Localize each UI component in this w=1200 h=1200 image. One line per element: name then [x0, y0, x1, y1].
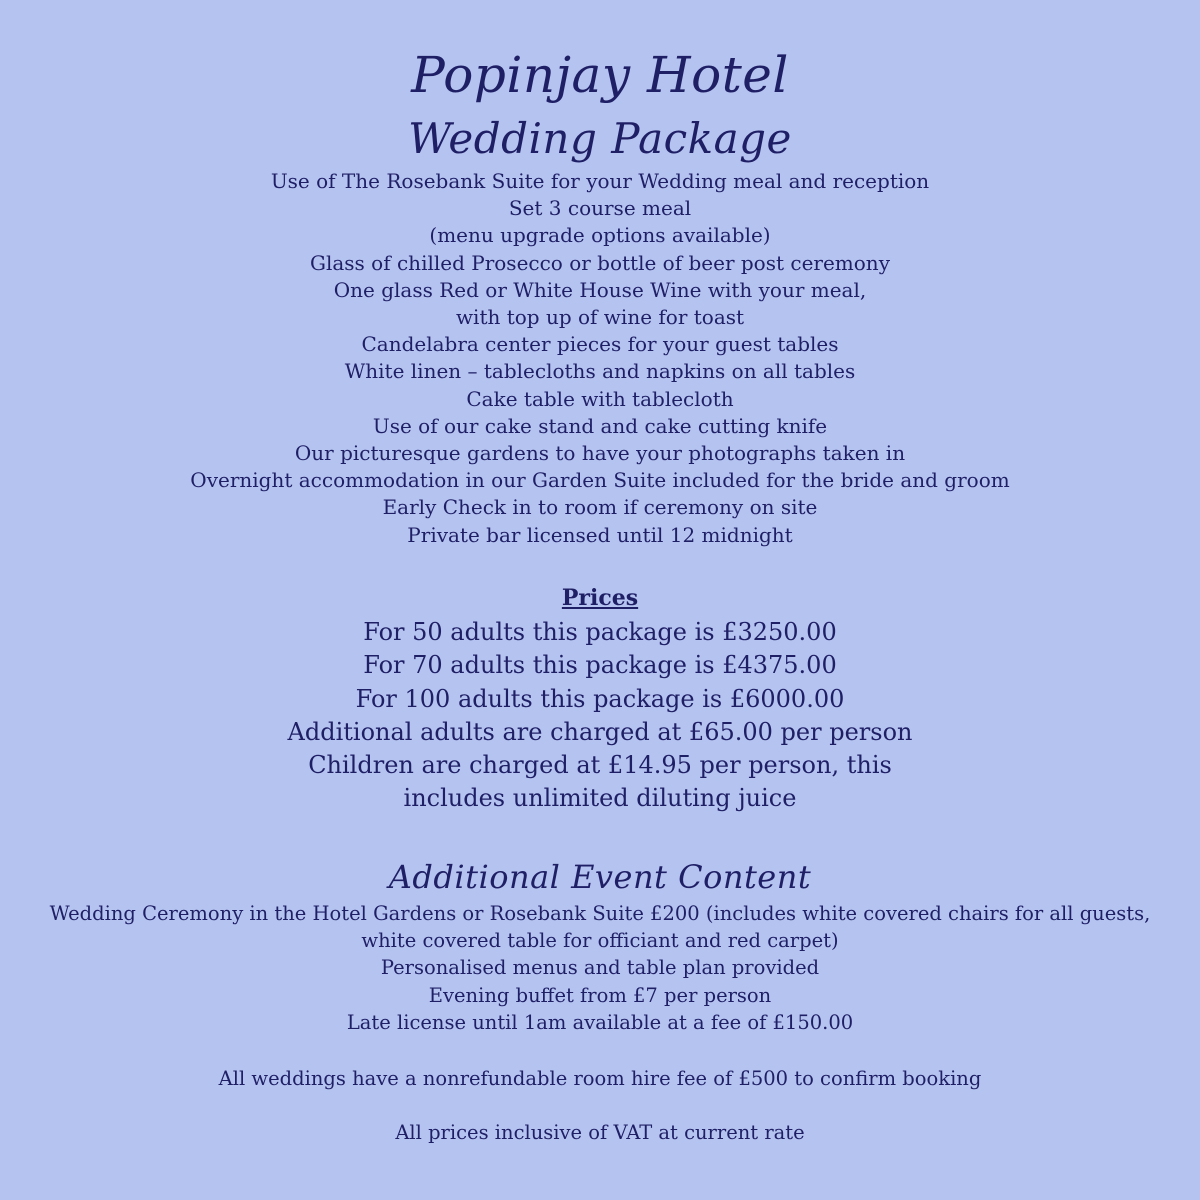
prices-list — [0, 616, 1200, 816]
additional-item: Personalised menus and table plan provided — [380, 956, 820, 980]
additional-item: Wedding Ceremony in the Hotel Gardens or Rosebank Suite £200 (includes white covered chairs for all guests, — [49, 902, 1151, 925]
price-line: For 100 adults this package is £6000.00 — [355, 684, 845, 713]
list-item: (menu upgrade options available) — [429, 223, 771, 248]
additional-content-heading: Additional Event Content — [388, 858, 812, 896]
vat-note: All prices inclusive of VAT at current rate — [395, 1121, 805, 1144]
additional-item: white covered table for officiant and red carpet) — [361, 929, 839, 953]
package-inclusions-list — [0, 168, 1200, 549]
list-item: Set 3 course meal — [508, 196, 692, 221]
list-item: White linen – tablecloths and napkins on all tables — [344, 359, 856, 384]
list-item: One glass Red or White House Wine with your meal, — [333, 277, 867, 302]
list-item: Glass of chilled Prosecco or bottle of beer post ceremony — [310, 250, 890, 275]
additional-item: Evening buffet from £7 per person — [428, 983, 772, 1007]
price-line: Children are charged at £14.95 per person, this — [308, 751, 892, 780]
price-line: includes unlimited diluting juice — [403, 784, 797, 813]
list-item: Use of our cake stand and cake cutting knife — [372, 413, 828, 438]
room-hire-fee-note: All weddings have a nonrefundable room hire fee of £500 to confirm booking — [218, 1067, 982, 1090]
prices-heading: Prices — [561, 585, 639, 611]
list-item: Private bar licensed until 12 midnight — [407, 522, 793, 547]
package-subtitle: Wedding Package — [408, 114, 792, 163]
list-item: Candelabra center pieces for your guest tables — [361, 332, 839, 357]
list-item: Our picturesque gardens to have your photographs taken in — [294, 441, 906, 466]
list-item: Use of The Rosebank Suite for your Wedding meal and reception — [270, 169, 930, 193]
list-item: Early Check in to room if ceremony on site — [382, 495, 818, 520]
hotel-title: Popinjay Hotel — [411, 46, 789, 104]
additional-item: Late license until 1am available at a fee of £150.00 — [346, 1010, 854, 1034]
additional-content-list — [0, 900, 1200, 1036]
list-item: with top up of wine for toast — [455, 305, 745, 330]
price-line: Additional adults are charged at £65.00 per person — [287, 717, 913, 746]
list-item: Overnight accommodation in our Garden Suite included for the bride and groom — [190, 468, 1010, 493]
price-line: For 50 adults this package is £3250.00 — [363, 618, 837, 646]
price-line: For 70 adults this package is £4375.00 — [363, 651, 837, 680]
list-item: Cake table with tablecloth — [466, 386, 734, 411]
